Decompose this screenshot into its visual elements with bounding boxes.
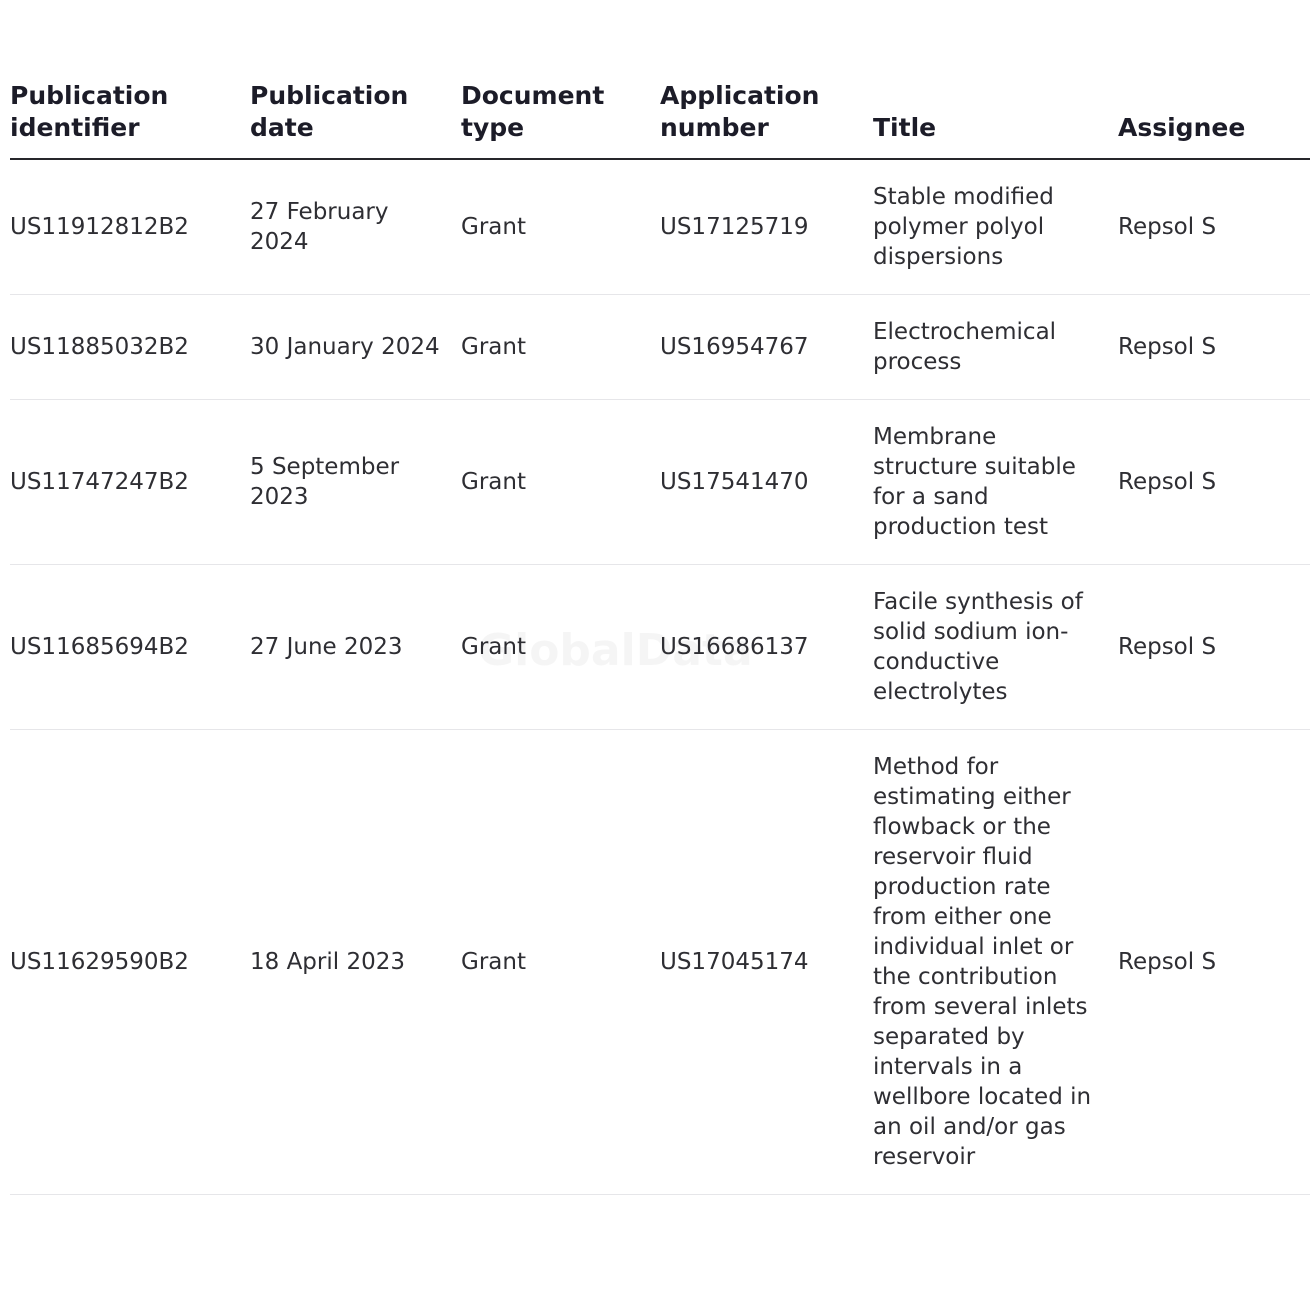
cell-publication-identifier: US11685694B2	[10, 565, 250, 730]
cell-publication-identifier: US11747247B2	[10, 400, 250, 565]
cell-publication-identifier: US11885032B2	[10, 295, 250, 400]
cell-assignee: Repsol S	[1118, 159, 1310, 295]
header-title: Title	[873, 78, 1118, 159]
cell-title: Facile synthesis of solid sodium ion-conductive electrolytes	[873, 565, 1118, 730]
cell-publication-date: 18 April 2023	[250, 730, 461, 1195]
cell-title: Membrane structure suitable for a sand production test	[873, 400, 1118, 565]
cell-title: Electrochemical process	[873, 295, 1118, 400]
table-header	[10, 78, 1310, 159]
cell-assignee: Repsol S	[1118, 295, 1310, 400]
cell-application-number: US17541470	[660, 400, 873, 565]
header-document-type: Document type	[461, 78, 660, 159]
cell-application-number: US16954767	[660, 295, 873, 400]
header-application-number: Application number	[660, 78, 873, 159]
cell-document-type: Grant	[461, 565, 660, 730]
cell-document-type: Grant	[461, 159, 660, 295]
cell-title: Stable modified polymer polyol dispersions	[873, 159, 1118, 295]
cell-title: Method for estimating either flowback or the reservoir fluid production rate from either one individual inlet or the contribution from several inlets separated by intervals in a wellbore located in an oil and/or gas reservoir	[873, 730, 1118, 1195]
cell-application-number: US16686137	[660, 565, 873, 730]
header-publication-date: Publication date	[250, 78, 461, 159]
table-body	[10, 159, 1310, 1195]
table-row	[10, 730, 1310, 1195]
cell-document-type: Grant	[461, 400, 660, 565]
table-row	[10, 159, 1310, 295]
cell-publication-date: 27 June 2023	[250, 565, 461, 730]
patents-table	[10, 78, 1310, 1195]
header-row	[10, 78, 1310, 159]
table-row	[10, 400, 1310, 565]
cell-publication-date: 5 September 2023	[250, 400, 461, 565]
cell-application-number: US17125719	[660, 159, 873, 295]
cell-application-number: US17045174	[660, 730, 873, 1195]
header-assignee: Assignee	[1118, 78, 1310, 159]
cell-assignee: Repsol S	[1118, 730, 1310, 1195]
cell-document-type: Grant	[461, 295, 660, 400]
cell-publication-date: 27 February 2024	[250, 159, 461, 295]
cell-assignee: Repsol S	[1118, 565, 1310, 730]
cell-publication-date: 30 January 2024	[250, 295, 461, 400]
table-row	[10, 295, 1310, 400]
header-publication-identifier: Publication identifier	[10, 78, 250, 159]
cell-publication-identifier: US11629590B2	[10, 730, 250, 1195]
cell-document-type: Grant	[461, 730, 660, 1195]
patents-table-container	[10, 78, 1246, 1195]
table-row	[10, 565, 1310, 730]
cell-assignee: Repsol S	[1118, 400, 1310, 565]
cell-publication-identifier: US11912812B2	[10, 159, 250, 295]
